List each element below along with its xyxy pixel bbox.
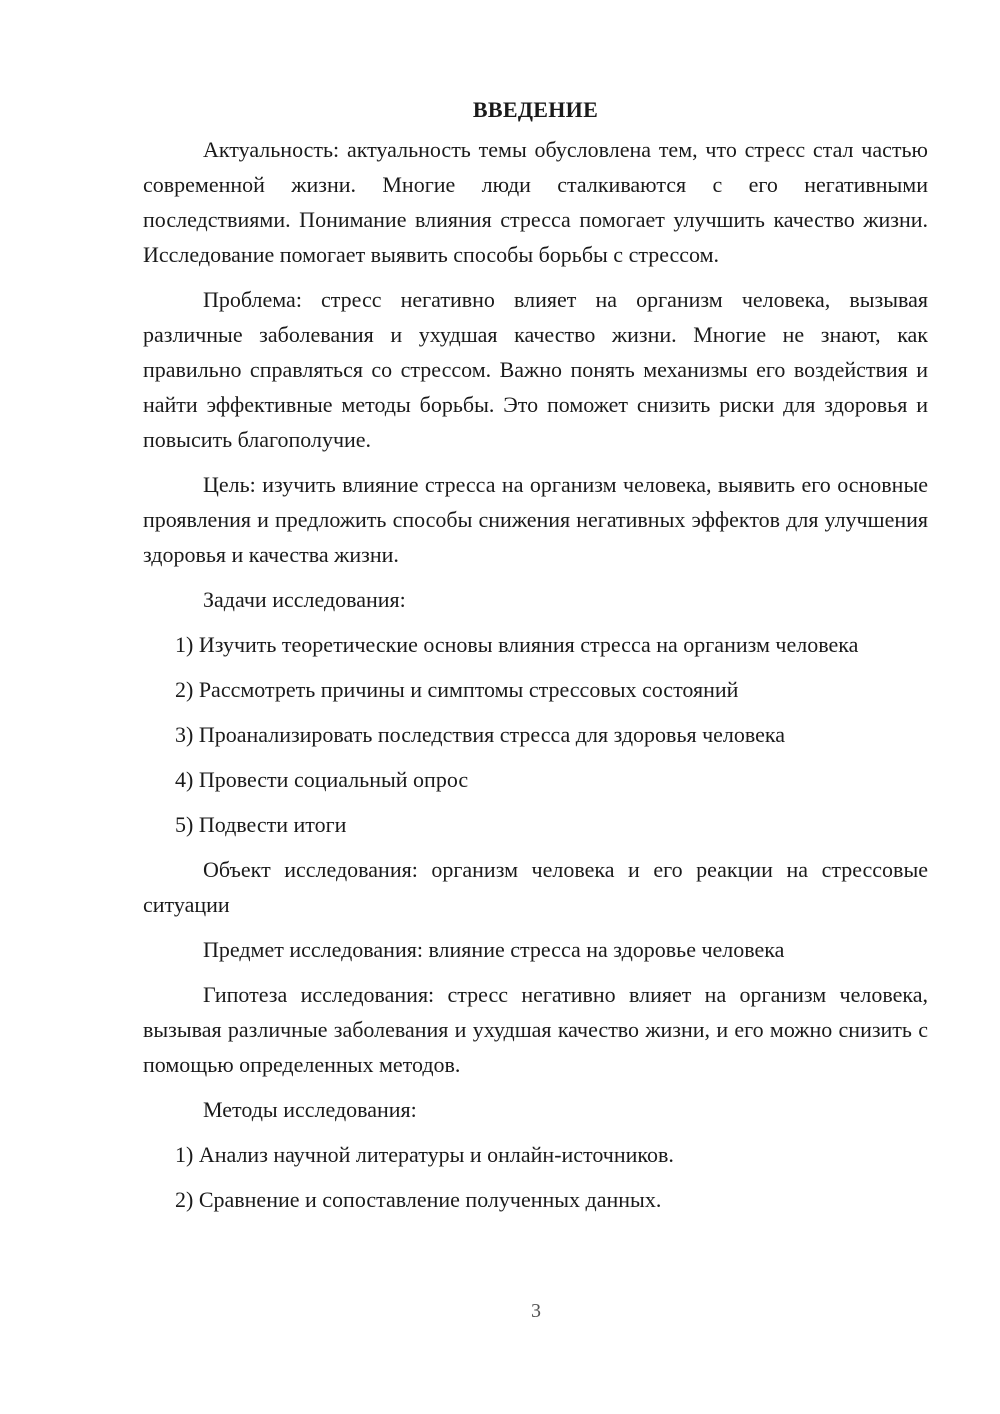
task-item-1: 1) Изучить теоретические основы влияния стресса на организм человека [175, 632, 859, 657]
method-item-1: 1) Анализ научной литературы и онлайн-источников. [175, 1142, 674, 1167]
relevance-paragraph: Актуальность: актуальность темы обусловлена тем, что стресс стал частью современной жизни. Многие люди сталкиваются с его негативными последствиями. Понимание влияния стресса помогает улучшить качество жизни. Исследование помогает выявить способы борьбы с стрессом. [143, 137, 928, 267]
tasks-heading: Задачи исследования: [203, 587, 406, 612]
object-paragraph: Объект исследования: организм человека и его реакции на стрессовые ситуации [143, 857, 928, 917]
task-item-2: 2) Рассмотреть причины и симптомы стрессовых состояний [175, 677, 739, 702]
subject-paragraph: Предмет исследования: влияние стресса на здоровье человека [203, 937, 785, 962]
page-title: ВВЕДЕНИЕ [472, 97, 599, 122]
method-item-2: 2) Сравнение и сопоставление полученных данных. [175, 1187, 662, 1212]
task-item-5: 5) Подвести итоги [175, 812, 347, 837]
task-item-4: 4) Провести социальный опрос [175, 767, 469, 792]
page-number: 3 [531, 1300, 541, 1322]
goal-paragraph: Цель: изучить влияние стресса на организм человека, выявить его основные проявления и предложить способы снижения негативных эффектов для улучшения здоровья и качества жизни. [143, 472, 928, 567]
document-page [143, 92, 928, 1227]
problem-paragraph: Проблема: стресс негативно влияет на организм человека, вызывая различные заболевания и ухудшая качество жизни. Многие не знают, как правильно справляться со стрессом. Важно понять механизмы его воздействия и найти эффективные методы борьбы. Это поможет снизить риски для здоровья и повысить благополучие. [143, 287, 928, 452]
task-item-3: 3) Проанализировать последствия стресса для здоровья человека [175, 722, 786, 747]
hypothesis-paragraph: Гипотеза исследования: стресс негативно влияет на организм человека, вызывая различные заболевания и ухудшая качество жизни, и его можно снизить с помощью определенных методов. [143, 982, 928, 1077]
methods-heading: Методы исследования: [203, 1097, 417, 1122]
